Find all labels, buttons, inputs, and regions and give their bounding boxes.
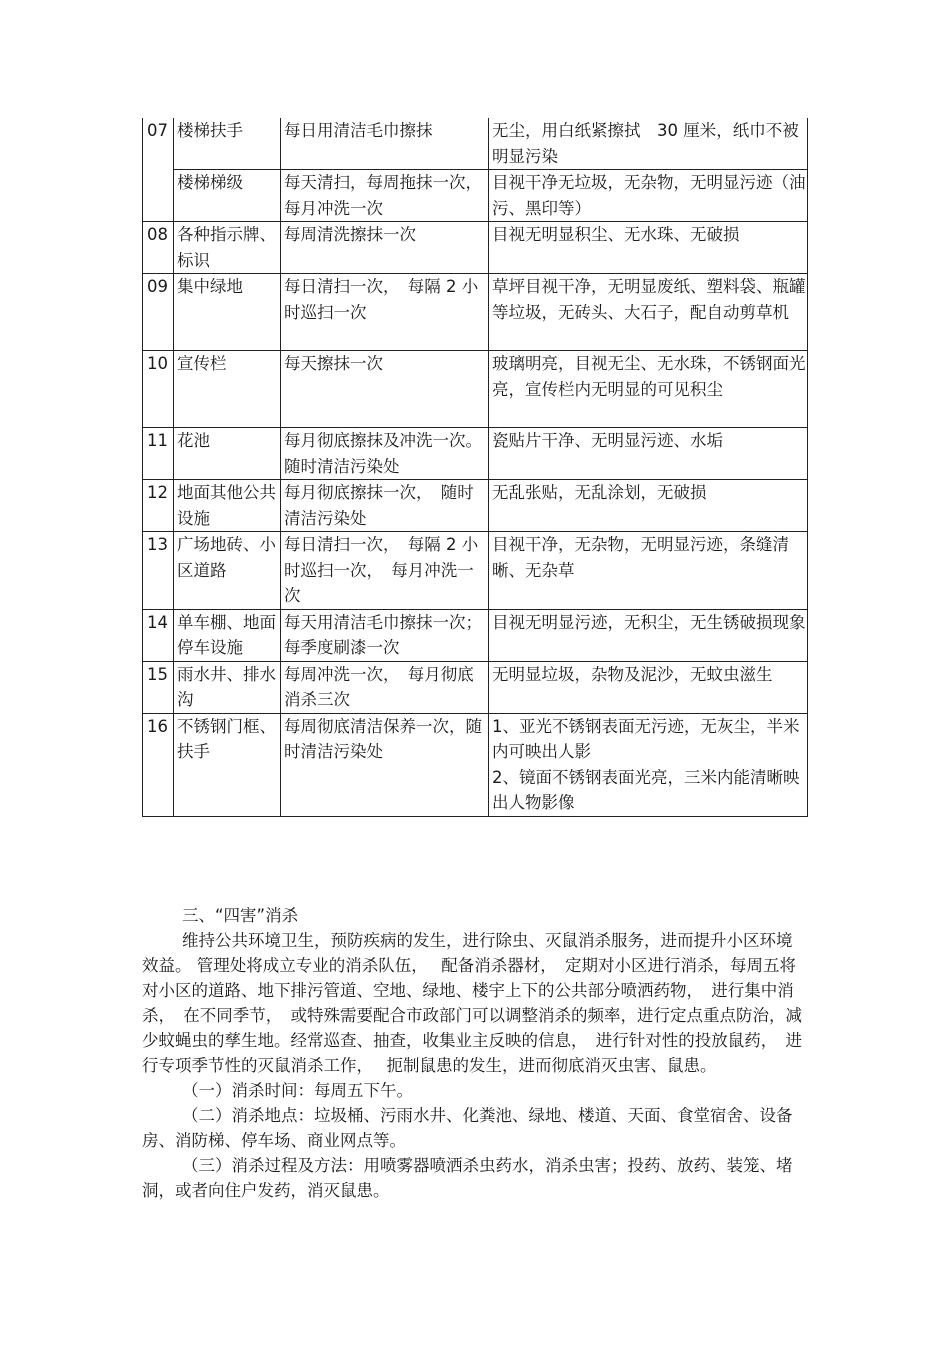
table-row [143, 351, 808, 428]
cleaning-frequency: 每周冲洗一次， 每月彻底消杀三次 [281, 661, 489, 713]
cleaning-frequency: 每日清扫一次， 每隔 2 小时巡扫一次 [281, 274, 489, 351]
cleaning-frequency: 每天擦抹一次 [281, 351, 489, 428]
table-row [143, 609, 808, 661]
table-row [143, 661, 808, 713]
quality-standard: 无明显垃圾，杂物及泥沙，无蚊虫滋生 [489, 661, 808, 713]
table-row [143, 118, 808, 170]
row-number: 08 [143, 222, 174, 274]
section-body: 维持公共环境卫生，预防疾病的发生，进行除虫、灭鼠消杀服务，进而提升小区环境效益。 管理处将成立专业的消杀队伍， 配备消杀器材， 定期对小区进行消杀，每周五将对小区的道路、地下排污管道、空地、绿地、楼宇上下的公共部分喷洒药物， 进行集中消杀， 在不同季节， 或特殊需要配合市政部门可以调整消杀的频率，进行定点重点防治，减少蚊蝇虫的孳生地。经常巡查、抽查，收集业主反映的信息， 进行针对性的投放鼠药， 进行专项季节性的灭鼠消杀工作， 扼制鼠患的发生，进而彻底消灭虫害、鼠患。 [142, 931, 802, 1075]
quality-standard [489, 713, 808, 816]
standard-line: 2、镜面不锈钢表面光亮，三米内能清晰映出人物影像 [492, 767, 800, 812]
quality-standard: 无乱张贴，无乱涂划，无破损 [489, 480, 808, 532]
item-name: 不锈钢门框、扶手 [174, 713, 281, 816]
quality-standard: 瓷贴片干净、无明显污迹、水垢 [489, 428, 808, 480]
table-row [143, 274, 808, 351]
standard-line: 1、亚光不锈钢表面无污迹，无灰尘，半米内可映出人影 [492, 716, 800, 761]
row-number: 12 [143, 480, 174, 532]
cleaning-frequency: 每天清扫，每周拖抹一次，每月冲洗一次 [281, 170, 489, 222]
pest-control-section [142, 903, 807, 1203]
section-item-location: （二）消杀地点：垃圾桶、污雨水井、化粪池、绿地、楼道、天面、食堂宿舍、设备房、消防梯、停车场、商业网点等。 [142, 1106, 793, 1150]
quality-standard: 目视干净无垃圾，无杂物，无明显污迹（油污、黑印等） [489, 170, 808, 222]
cleaning-standards-table [142, 118, 808, 817]
item-name: 地面其他公共设施 [174, 480, 281, 532]
item-name: 楼梯扶手 [174, 118, 281, 170]
cleaning-frequency: 每日用清洁毛巾擦抹 [281, 118, 489, 170]
table-row [143, 170, 808, 222]
table-row [143, 532, 808, 610]
quality-standard: 目视无明显积尘、无水珠、无破损 [489, 222, 808, 274]
cleaning-frequency: 每天用清洁毛巾擦抹一次；每季度刷漆一次 [281, 609, 489, 661]
row-number: 10 [143, 351, 174, 428]
cleaning-frequency: 每周清洗擦抹一次 [281, 222, 489, 274]
row-number: 11 [143, 428, 174, 480]
table-row [143, 713, 808, 816]
item-name: 楼梯梯级 [174, 170, 281, 222]
section-item-method: （三）消杀过程及方法：用喷雾器喷洒杀虫药水，消杀虫害；投药、放药、装笼、堵洞，或者向住户发药，消灭鼠患。 [142, 1156, 793, 1200]
cleaning-frequency: 每周彻底清洁保养一次，随时清洁污染处 [281, 713, 489, 816]
cleaning-frequency: 每月彻底擦抹一次， 随时清洁污染处 [281, 480, 489, 532]
row-number: 15 [143, 661, 174, 713]
section-item-time: （一）消杀时间：每周五下午。 [182, 1081, 413, 1100]
row-number: 16 [143, 713, 174, 816]
item-name: 各种指示牌、标识 [174, 222, 281, 274]
item-name: 花池 [174, 428, 281, 480]
row-number: 14 [143, 609, 174, 661]
row-number: 07 [143, 118, 174, 222]
item-name: 宣传栏 [174, 351, 281, 428]
table-row [143, 222, 808, 274]
row-number: 09 [143, 274, 174, 351]
item-name: 广场地砖、小区道路 [174, 532, 281, 610]
quality-standard: 无尘，用白纸紧擦拭 30 厘米，纸巾不被明显污染 [489, 118, 808, 170]
item-name: 单车棚、地面停车设施 [174, 609, 281, 661]
row-number: 13 [143, 532, 174, 610]
section-title: 三、“四害”消杀 [182, 906, 299, 925]
cleaning-frequency: 每日清扫一次， 每隔 2 小时巡扫一次， 每月冲洗一次 [281, 532, 489, 610]
cleaning-frequency: 每月彻底擦抹及冲洗一次。随时清洁污染处 [281, 428, 489, 480]
table-row [143, 428, 808, 480]
item-name: 雨水井、排水沟 [174, 661, 281, 713]
quality-standard: 草坪目视干净，无明显废纸、塑料袋、瓶罐等垃圾，无砖头、大石子，配自动剪草机 [489, 274, 808, 351]
item-name: 集中绿地 [174, 274, 281, 351]
table-row [143, 480, 808, 532]
quality-standard: 目视无明显污迹，无积尘，无生锈破损现象 [489, 609, 808, 661]
quality-standard: 玻璃明亮，目视无尘、无水珠，不锈钢面光亮，宣传栏内无明显的可见积尘 [489, 351, 808, 428]
quality-standard: 目视干净，无杂物，无明显污迹，条缝清晰、无杂草 [489, 532, 808, 610]
